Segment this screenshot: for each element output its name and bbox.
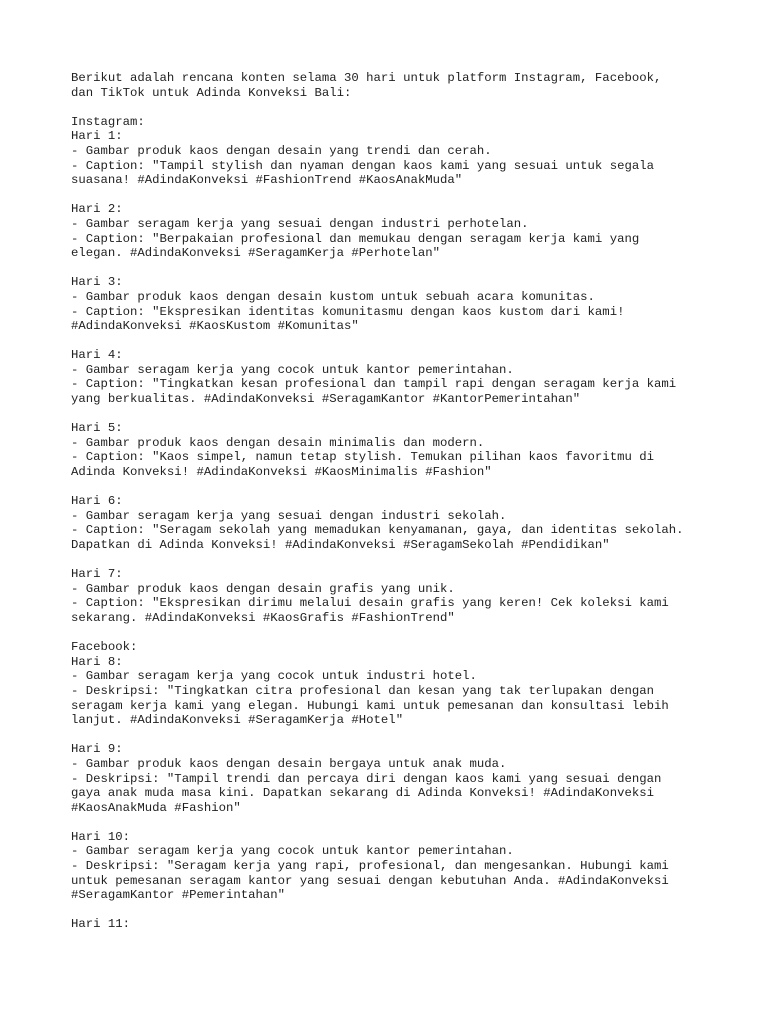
document-line: - Gambar seragam kerja yang cocok untuk industri hotel. [71, 669, 477, 684]
blank-line [71, 407, 751, 422]
document-line: untuk pemesanan seragam kantor yang sesuai dengan kebutuhan Anda. #AdindaKonveksi [71, 873, 669, 888]
document-line: Berikut adalah rencana konten selama 30 hari untuk platform Instagram, Facebook, [71, 71, 662, 85]
document-line: - Caption: "Ekspresikan identitas komunitasmu dengan kaos kustom dari kami! [71, 304, 625, 319]
document-line: Hari 4: [71, 348, 123, 363]
document-line: lanjut. #AdindaKonveksi #SeragamKerja #Hotel" [71, 713, 404, 728]
document-line: - Caption: "Tampil stylish dan nyaman dengan kaos kami yang sesuai untuk segala [71, 158, 654, 173]
document-line: Hari 1: [71, 129, 123, 144]
document-line: - Deskripsi: "Seragam kerja yang rapi, profesional, dan mengesankan. Hubungi kami [71, 859, 669, 874]
document-line: Facebook: [71, 640, 138, 655]
document-line: - Caption: "Kaos simpel, namun tetap stylish. Temukan pilihan kaos favoritmu di [71, 450, 654, 465]
document-line: - Gambar produk kaos dengan desain kustom untuk sebuah acara komunitas. [71, 289, 595, 304]
document-line: Hari 7: [71, 567, 123, 582]
document-line: - Gambar produk kaos dengan desain grafis yang unik. [71, 581, 455, 596]
blank-line [71, 261, 751, 276]
document-line: #SeragamKantor #Pemerintahan" [71, 888, 286, 903]
blank-line [71, 188, 751, 203]
blank-line [71, 728, 751, 743]
document-line: - Caption: "Ekspresikan dirimu melalui desain grafis yang keren! Cek koleksi kami [71, 596, 669, 611]
document-line: - Gambar produk kaos dengan desain minimalis dan modern. [71, 435, 485, 450]
document-line: - Gambar seragam kerja yang cocok untuk kantor pemerintahan. [71, 362, 514, 377]
document-line: Instagram: [71, 114, 145, 129]
document-line: - Caption: "Berpakaian profesional dan memukau dengan seragam kerja kami yang [71, 231, 640, 246]
document-line: yang berkualitas. #AdindaKonveksi #SeragamKantor #KantorPemerintahan" [71, 392, 581, 407]
document-line: - Gambar seragam kerja yang sesuai dengan industri sekolah. [71, 508, 507, 523]
document-line: - Gambar produk kaos dengan desain bergaya untuk anak muda. [71, 756, 507, 771]
document-line: Hari 2: [71, 202, 123, 217]
document-line: sekarang. #AdindaKonveksi #KaosGrafis #FashionTrend" [71, 610, 455, 625]
blank-line [71, 626, 751, 641]
document-line: Dapatkan di Adinda Konveksi! #AdindaKonveksi #SeragamSekolah #Pendidikan" [71, 538, 610, 552]
document-line: dan TikTok untuk Adinda Konveksi Bali: [71, 85, 352, 100]
document-line: #KaosAnakMuda #Fashion" [71, 800, 241, 815]
document-line: suasana! #AdindaKonveksi #FashionTrend #KaosAnakMuda" [71, 173, 463, 188]
document-line: - Caption: "Tingkatkan kesan profesional dan tampil rapi dengan seragam kerja kami [71, 377, 677, 392]
blank-line [71, 553, 751, 568]
document-line: Hari 9: [71, 742, 123, 757]
document-line: - Caption: "Seragam sekolah yang memadukan kenyamanan, gaya, dan identitas sekolah. [71, 523, 684, 538]
document-line: #AdindaKonveksi #KaosKustom #Komunitas" [71, 319, 359, 334]
document-page [71, 71, 751, 932]
document-line: seragam kerja kami yang elegan. Hubungi kami untuk pemesanan dan konsultasi lebih [71, 698, 669, 713]
blank-line [71, 100, 751, 115]
document-line: Hari 3: [71, 275, 123, 290]
document-line: - Gambar seragam kerja yang cocok untuk kantor pemerintahan. [71, 844, 514, 859]
blank-line [71, 334, 751, 349]
document-line: Hari 5: [71, 421, 123, 436]
document-line: - Deskripsi: "Tingkatkan citra profesional dan kesan yang tak terlupakan dengan [71, 683, 654, 698]
document-line: - Gambar seragam kerja yang sesuai dengan industri perhotelan. [71, 216, 529, 231]
blank-line [71, 903, 751, 918]
document-line: Hari 6: [71, 494, 123, 509]
document-line: Adinda Konveksi! #AdindaKonveksi #KaosMinimalis #Fashion" [71, 465, 492, 480]
blank-line [71, 815, 751, 830]
document-line: Hari 10: [71, 829, 131, 844]
document-line: Hari 8: [71, 654, 123, 669]
document-line: - Deskripsi: "Tampil trendi dan percaya diri dengan kaos kami yang sesuai dengan [71, 771, 662, 786]
document-line: elegan. #AdindaKonveksi #SeragamKerja #Perhotelan" [71, 246, 440, 261]
document-line: Hari 11: [71, 917, 131, 932]
document-line: - Gambar produk kaos dengan desain yang trendi dan cerah. [71, 143, 492, 158]
document-line: gaya anak muda masa kini. Dapatkan sekarang di Adinda Konveksi! #AdindaKonveksi [71, 786, 654, 801]
blank-line [71, 480, 751, 495]
